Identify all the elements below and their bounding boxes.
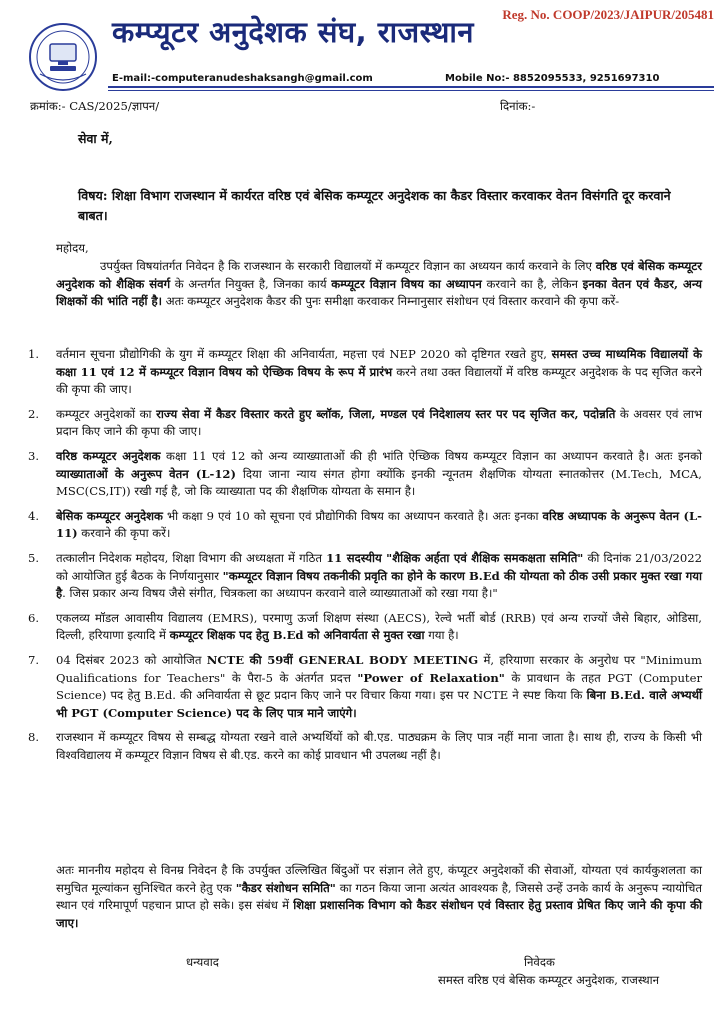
closing-paragraph: अतः माननीय महोदय से विनम्र निवेदन है कि उपर्युक्त उल्लिखित बिंदुओं पर संज्ञान लेते हुए, कंप्यूटर अनुदेशकों की सेवाओं, योग्यता एवं कार्यकुशलता का समुचित मूल्यांकन सुनिश्चित करने हेतु एक "कैडर संशोधन समिति" का गठन किया जाना अत्यंत आवश्यक है, जिससे उन्हें उनके कार्य के अनुरूप न्यायोचित स्थान एवं गरिमापूर्ण पहचान प्राप्त हो सके। इस संबंध में शिक्षा प्रशासनिक विभाग को कैडर संशोधन एवं विस्तार हेतु प्रस्ताव प्रेषित किए जाने की कृपा की जाए। [56,863,702,930]
salutation: महोदय, [56,241,89,255]
signoff-text: समस्त वरिष्ठ एवं बेसिक कम्प्यूटर अनुदेशक, राजस्थान [438,973,660,987]
list-item: 8. राजस्थान में कम्प्यूटर विषय से सम्बद्ध योग्यता रखने वाले अभ्यर्थियों को बी.एड. पाठ्यक्रम के लिए पात्र नहीं माना जाता है। साथ ही, राज्य के किसी भी विश्वविद्यालय में कम्प्यूटर विज्ञान विषय से बी.एड. करने का कोई प्रावधान भी उपलब्ध नहीं है। [28,730,702,762]
demand-points-list [28,346,702,771]
list-item: 2. कम्प्यूटर अनुदेशकों का राज्य सेवा में कैडर विस्तार करते हुए ब्लॉक, जिला, मण्डल एवं निदेशालय स्तर पर पद सृजित कर, पदोन्नति के अवसर एवं लाभ प्रदान किए जाने की कृपा की जाए। [28,406,703,439]
list-item: 4. बेसिक कम्प्यूटर अनुदेशक भी कक्षा 9 एवं 10 को सूचना एवं प्रौद्योगिकी विषय का अध्यापन करवाते है। अतः इनका वरिष्ठ अध्यापक के अनुरूप वेतन (L-11) करवाने की कृपा करें। [28,508,702,541]
list-item: 5. तत्कालीन निदेशक महोदय, शिक्षा विभाग की अध्यक्षता में गठित 11 सदस्यीय "शैक्षिक अर्हता एवं शैक्षिक समकक्षता समिति" की दिनांक 21/03/2022 को आयोजित हुई बैठक के निर्णयानुसार "कम्प्यूटर विज्ञान विषय तकनीकी प्रवृति का होने के कारण B.Ed की योग्यता को ठीक उसी प्रकार मुक्त रखा गया है. जिस प्रकार अन्य विषय जैसे संगीत, चित्रकला का अध्यापन करवाने वाले व्याख्याताओं को रखा गया है।" [28,550,702,601]
organization-name: कम्प्यूटर अनुदेशक संघ, राजस्थान [112,15,474,49]
registration-number: Reg. No. COOP/2023/JAIPUR/205481 [502,7,714,22]
addressee-line: सेवा में, [78,131,113,146]
reference-number: क्रमांक:- CAS/2025/ज्ञापन/ [30,99,160,113]
list-item: 3. वरिष्ठ कम्प्यूटर अनुदेशक कक्षा 11 एवं 12 को अन्य व्याख्याताओं की ही भांति ऐच्छिक विषय कम्प्यूटर विज्ञान का अध्यापन करवाते है। अतः इनको व्याख्याताओं के अनुरूप वेतन (L-12) दिया जाना न्याय संगत होगा क्योंकि इनकी न्यूनतम शैक्षणिक योग्यता स्नातकोत्तर (M.Tech, MCA, MSC(CS,IT)) रखी गई है, जो कि व्याख्याता पद की शैक्षणिक योग्यता के समान है। [28,448,703,499]
date-label: दिनांक:- [500,99,536,113]
thanks-text: धन्यवाद [186,955,219,969]
list-item: 1. वर्तमान सूचना प्रौद्योगिकी के युग में कम्प्यूटर शिक्षा की अनिवार्यता, महत्ता एवं NEP 2020 को दृष्टिगत रखते हुए, समस्त उच्च माध्यमिक विद्यालयों के कक्षा 11 एवं 12 में कम्प्यूटर विज्ञान विषय को ऐच्छिक विषय के रूप में प्रारंभ करने तथा उक्त विद्यालयों में वरिष्ठ कम्प्यूटर अनुदेशक के पद सृजित करने की कृपा की जाए। [28,347,703,397]
association-logo-icon [28,22,98,92]
applicant-label: निवेदक [524,955,555,969]
intro-paragraph: उपर्युक्त विषयांतर्गत निवेदन है कि राजस्थान के सरकारी विद्यालयों में कम्प्यूटर विज्ञान का अध्ययन कार्य करवाने के लिए वरिष्ठ एवं बेसिक कम्प्यूटर अनुदेशक को शैक्षिक संवर्ग के अन्तर्गत नियुक्त है, जिनका कार्य कम्प्यूटर विज्ञान विषय का अध्यापन करवाने का है, लेकिन इनका वेतन एवं कैडर, अन्य शिक्षकों की भांति नहीं है। अतः कम्प्यूटर अनुदेशक कैडर की पुनः समीक्षा करवाकर निम्नानुसार संशोधन एवं विस्तार करवाने की कृपा करें- [56,259,702,309]
mobile-numbers: Mobile No:- 8852095533, 9251697310 [445,73,660,84]
list-item: 6. एकलव्य मॉडल आवासीय विद्यालय (EMRS), परमाणु ऊर्जा शिक्षण संस्था (AECS), रेल्वे भर्ती बोर्ड (RRB) एवं अन्य राज्यों जैसे बिहार, ओडिसा, दिल्ली, हरियाणा इत्यादि में कम्प्यूटर शिक्षक पद हेतु B.Ed को अनिवार्यता से मुक्त रखा गया है। [28,610,702,643]
header-divider-thin [108,90,714,91]
list-item: 7. 04 दिसंबर 2023 को आयोजित NCTE की 59वीं GENERAL BODY MEETING में, हरियाणा सरकार के अनुरोध पर "Minimum Qualifications for Teachers" के पैरा-5 के अंतर्गत प्रदत्त "Power of Relaxation" के प्रावधान के तहत PGT (Computer Science) पद हेतु B.Ed. की अनिवार्यता से छूट प्रदान किए जाने पर विचार किया गया। इस पर NCTE ने स्पष्ट किया कि बिना B.Ed. वाले अभ्यर्थी भी PGT (Computer Science) पद के लिए पात्र माने जाएंगे। [28,652,702,720]
header-divider [108,86,714,88]
subject-line: विषय: शिक्षा विभाग राजस्थान में कार्यरत वरिष्ठ एवं बेसिक कम्प्यूटर अनुदेशक का कैडर विस्तार करवाकर वेतन विसंगति दूर करवाने बाबत। [78,188,671,223]
email-address: E-mail:-computeranudeshaksangh@gmail.com [112,73,373,84]
